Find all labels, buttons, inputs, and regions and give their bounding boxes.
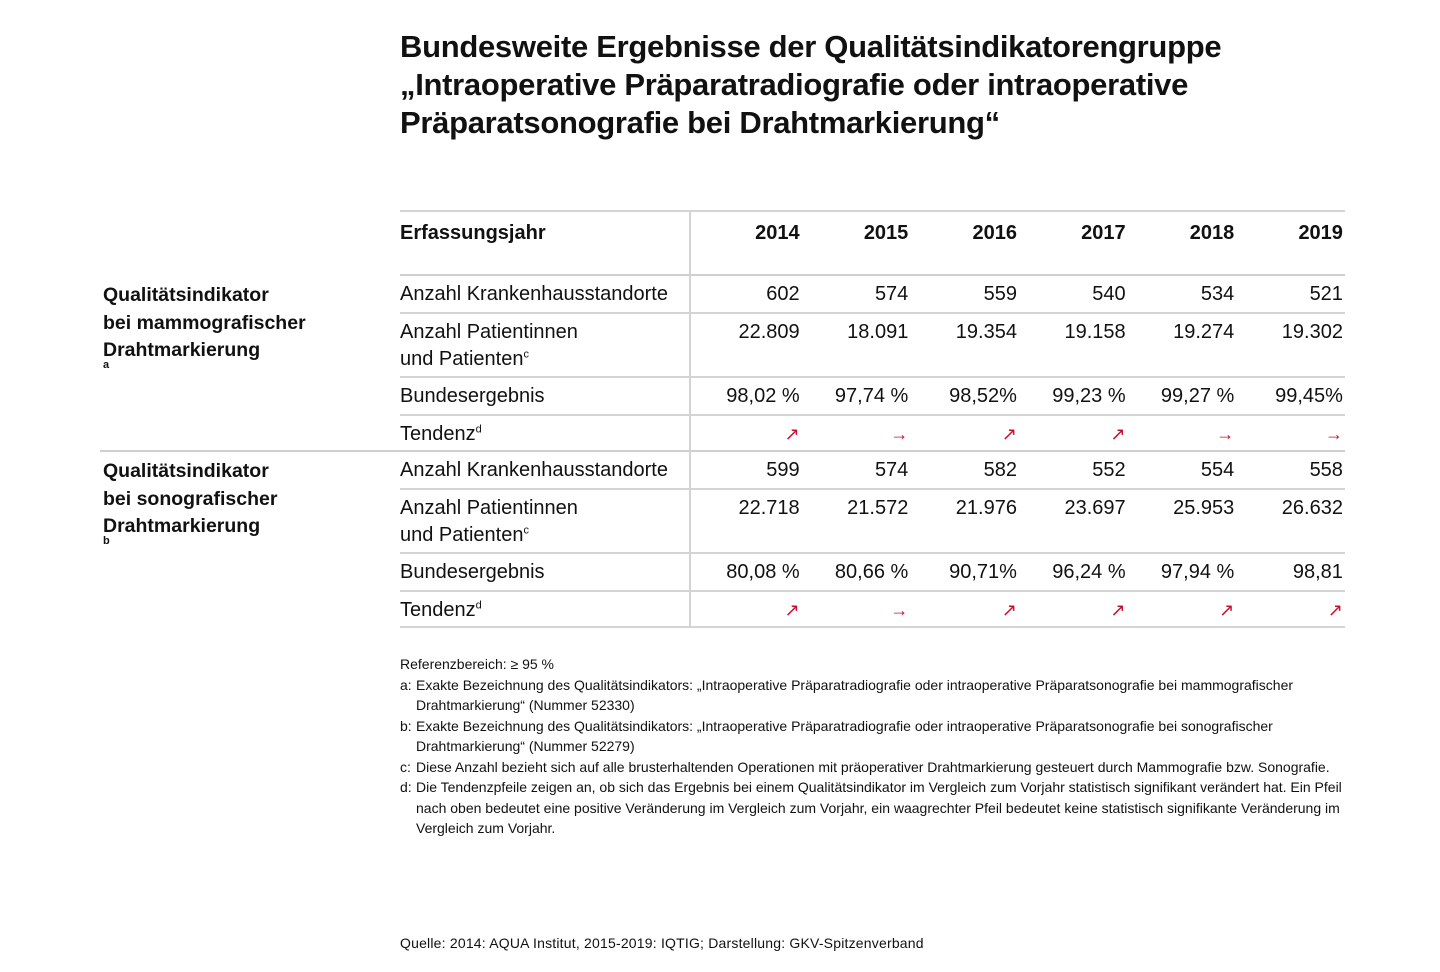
value-cell: 99,23 %	[1052, 385, 1126, 407]
trend-arrow-icon: ↗	[1110, 600, 1126, 620]
value-cell: 582	[983, 459, 1017, 481]
value-cell: 99,27 %	[1160, 385, 1235, 407]
row-label: Anzahl Krankenhausstandorte	[400, 452, 691, 488]
table-row	[100, 452, 1345, 488]
table-row	[100, 552, 1345, 590]
trend-arrow-icon: ↗	[784, 600, 800, 620]
trend-arrow-icon: ↗	[1001, 424, 1017, 444]
title-line-1: Bundesweite Ergebnisse der Qualitätsindikatorengruppe	[400, 29, 1222, 64]
table-row	[100, 590, 1345, 628]
row-label: Bundesergebnis	[400, 378, 691, 414]
value-cell: 602	[766, 283, 800, 305]
source-note: Quelle: 2014: AQUA Institut, 2015-2019: IQTIG; Darstellung: GKV-Spitzenverband	[400, 935, 924, 951]
reference-range: Referenzbereich: ≥ 95 %	[400, 656, 554, 672]
value-cell: 97,74 %	[834, 385, 909, 407]
value-cell: 25.953	[1173, 497, 1235, 519]
year-header: 2019	[1298, 222, 1343, 244]
value-cell: 19.158	[1064, 321, 1126, 343]
row-label: Tendenz$^d$	[400, 592, 691, 626]
row-label: Anzahl Patientinnen und Patienten$^c$	[400, 314, 691, 376]
table-row	[100, 312, 1345, 376]
trend-arrow-icon: →	[1216, 424, 1235, 444]
title-line-3: Präparatsonografie bei Drahtmarkierung“	[400, 105, 1000, 140]
value-cell: 80,08 %	[726, 561, 800, 583]
value-cell: 98,52%	[949, 385, 1017, 407]
value-cell: 19.302	[1281, 321, 1343, 343]
value-cell: 97,94 %	[1160, 561, 1235, 583]
trend-arrow-icon: ↗	[1219, 600, 1235, 620]
value-cell: 22.718	[738, 497, 800, 519]
value-cell: 521	[1309, 283, 1343, 305]
value-cell: 534	[1200, 283, 1235, 305]
value-cell: 22.809	[738, 321, 800, 343]
row-label: Anzahl Patientinnen und Patienten$^c$	[400, 490, 691, 552]
value-cell: 96,24 %	[1052, 561, 1126, 583]
trend-arrow-icon: ↗	[1001, 600, 1017, 620]
value-cell: 19.354	[955, 321, 1017, 343]
value-cell: 599	[766, 459, 800, 481]
footnotes	[400, 654, 1345, 839]
footnote-d: d: Die Tendenzpfeile zeigen an, ob sich das Ergebnis bei einem Qualitätsindikator im Vergleich zum Vorjahr statistisch signifikant verändert hat. Ein Pfeil nach oben bedeutet eine positive Veränderung im Vergleich zum Vorjahr, ein waagrechter Pfeil bedeutet keine statistisch signifikante Veränderung im Vergleich zum Vorjahr.	[400, 779, 1342, 836]
value-cell: 23.697	[1064, 497, 1126, 519]
value-cell: 552	[1092, 459, 1126, 481]
value-cell: 21.976	[955, 497, 1017, 519]
value-cell: 559	[983, 283, 1017, 305]
value-cell: 21.572	[847, 497, 909, 519]
footnote-b: b: Exakte Bezeichnung des Qualitätsindikators: „Intraoperative Präparatradiografie oder intraoperative Präparatsonografie bei sonografischer Drahtmarkierung“ (Nummer 52279)	[400, 717, 1273, 754]
row-label: Bundesergebnis	[400, 554, 691, 590]
table-row	[100, 488, 1345, 552]
footnote-a: a: Exakte Bezeichnung des Qualitätsindikators: „Intraoperative Präparatradiografie oder intraoperative Präparatsonografie bei mammografischer Drahtmarkierung“ (Nummer 52330)	[400, 676, 1294, 713]
value-cell: 554	[1200, 459, 1235, 481]
table-row	[100, 376, 1345, 414]
page-title	[400, 28, 1360, 142]
group-block-2	[100, 452, 1345, 628]
value-cell: 540	[1092, 283, 1126, 305]
value-cell: 90,71%	[949, 561, 1017, 583]
year-header: 2018	[1189, 222, 1235, 244]
trend-arrow-icon: →	[1324, 424, 1343, 444]
value-cell: 558	[1309, 459, 1343, 481]
footnote-c: c: Diese Anzahl bezieht sich auf alle brusterhaltenden Operationen mit präoperativer Drahtmarkierung gesteuert durch Mammografie bzw. Sonografie.	[400, 758, 1330, 775]
value-cell: 19.274	[1173, 321, 1235, 343]
year-header: 2016	[972, 222, 1017, 244]
value-cell: 18.091	[847, 321, 909, 343]
table-row	[100, 276, 1345, 312]
value-cell: 574	[874, 459, 909, 481]
trend-arrow-icon: →	[890, 600, 909, 620]
value-cell: 98,02 %	[726, 385, 800, 407]
trend-arrow-icon: →	[890, 424, 909, 444]
table-header-row	[100, 210, 1345, 274]
value-cell: 574	[874, 283, 909, 305]
group-block-1	[100, 276, 1345, 450]
trend-arrow-icon: ↗	[1327, 600, 1343, 620]
year-header: 2015	[863, 222, 909, 244]
results-table	[100, 210, 1345, 628]
trend-arrow-icon: ↗	[784, 424, 800, 444]
trend-arrow-icon: ↗	[1110, 424, 1126, 444]
header-label: Erfassungsjahr	[400, 212, 691, 274]
value-cell: 26.632	[1281, 497, 1343, 519]
table-row	[100, 414, 1345, 450]
group-label-sonografisch: Qualitätsindikator bei sonografischer Drahtmarkierung b	[103, 460, 278, 547]
group-label-mammografisch: Qualitätsindikator bei mammografischer Drahtmarkierung a	[103, 284, 306, 371]
value-cell: 98,81	[1292, 561, 1343, 583]
year-header: 2017	[1081, 222, 1126, 244]
row-label: Anzahl Krankenhausstandorte	[400, 276, 691, 312]
value-cell: 99,45%	[1275, 385, 1343, 407]
year-header: 2014	[755, 222, 800, 244]
value-cell: 80,66 %	[834, 561, 909, 583]
row-label: Tendenz$^d$	[400, 416, 691, 450]
title-line-2: „Intraoperative Präparatradiografie oder intraoperative	[400, 67, 1189, 102]
